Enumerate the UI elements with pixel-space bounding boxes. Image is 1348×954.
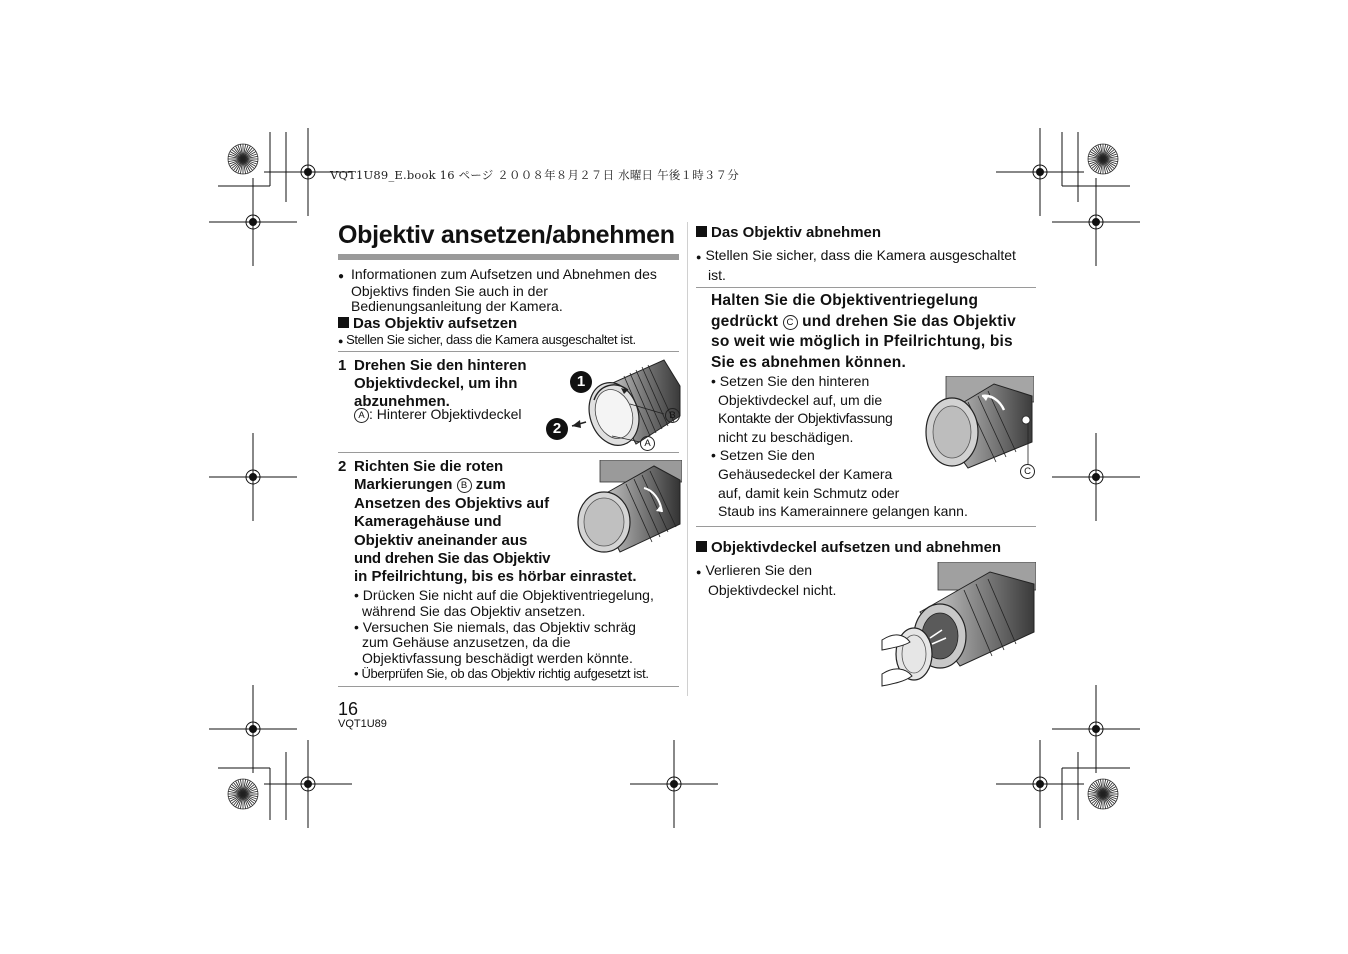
detach-note [696, 246, 1016, 284]
registration-mark-icon [264, 740, 352, 828]
cap-note [696, 561, 836, 599]
step-badge-1 [570, 371, 592, 393]
column-separator [687, 222, 688, 696]
step1-line: Drehen Sie den hinteren [354, 357, 527, 374]
divider [696, 526, 1036, 527]
registration-mark-icon [996, 740, 1084, 828]
attach-note [338, 332, 636, 349]
page-number: 16 [338, 699, 359, 719]
starburst-mark-icon [1088, 779, 1118, 809]
bullet-icon: ● [338, 271, 345, 282]
detach-heading-text: Das Objektiv abnehmen [711, 224, 882, 241]
cap-heading [696, 539, 1001, 556]
book-header: VQT1U89_E.book 16 ページ ２００８年８月２７日 水曜日 午後１時３７分 [330, 168, 740, 182]
attach-note-text: Stellen Sie sicher, dass die Kamera ausgeschaltet ist. [346, 332, 636, 347]
step2-note-line: während Sie das Objektiv ansetzen. [362, 602, 586, 619]
detach-heading [696, 224, 881, 241]
step-badge-2 [546, 418, 568, 440]
marker-c: C [1020, 464, 1035, 479]
step2-line-pre: Markierungen [354, 476, 457, 494]
registration-mark-icon [209, 178, 297, 266]
marker-a: A [354, 408, 369, 423]
starburst-mark-icon [228, 779, 258, 809]
starburst-mark-icon [1088, 144, 1118, 174]
detach-note-line: Stellen Sie sicher, dass die Kamera ausgeschaltet [705, 247, 1016, 263]
step-badge-label: 1 [576, 373, 586, 390]
bullet-icon: ● [338, 336, 344, 346]
square-bullet-icon [338, 317, 349, 328]
detach-note-line: • Setzen Sie den hinteren [711, 373, 870, 389]
instruction-line: Halten Sie die Objektiventriegelung [711, 292, 979, 309]
step1-line: abzunehmen. [354, 393, 450, 410]
lens-cap-illustration [880, 562, 1036, 690]
registration-mark-icon [209, 685, 297, 773]
page-title: Objektiv ansetzen/abnehmen [338, 221, 675, 249]
step2-line: in Pfeilrichtung, bis es hörbar einrastet. [354, 568, 637, 586]
instruction-line: so weit wie möglich in Pfeilrichtung, bis [711, 333, 1013, 350]
step2-line: Objektiv aneinander aus [354, 531, 528, 549]
registration-mark-icon [1052, 685, 1140, 773]
step2-note-line: Objektivfassung beschädigt werden könnte. [362, 650, 633, 667]
registration-mark-icon [1052, 433, 1140, 521]
detach-note-line: Kontakte der Objektivfassung [718, 410, 893, 427]
step-badge-label: 2 [552, 420, 562, 437]
divider [338, 452, 679, 453]
step1-line: Objektivdeckel, um ihn [354, 375, 518, 392]
step1-caption [354, 407, 522, 423]
intro-line-2: Objektivs finden Sie auch in der [351, 283, 548, 299]
cap-note-line: Verlieren Sie den [705, 562, 813, 578]
attach-heading [338, 315, 517, 332]
instruction-line: Sie es abnehmen können. [711, 353, 906, 371]
marker-b: B [665, 408, 680, 423]
step2-last-note: • Überprüfen Sie, ob das Objektiv richtig aufgesetzt ist. [354, 666, 649, 681]
registration-mark-icon [1052, 178, 1140, 266]
step2-note-line: • Drücken Sie nicht auf die Objektiventriegelung, [354, 587, 654, 603]
lens-detach-illustration [924, 376, 1034, 472]
cap-heading-text: Objektivdeckel aufsetzen und abnehmen [711, 539, 1002, 556]
registration-mark-icon [209, 433, 297, 521]
intro-line-1: Informationen zum Aufsetzen und Abnehmen des [351, 266, 657, 282]
detach-note-line: auf, damit kein Schmutz oder [718, 484, 900, 501]
bullet-icon: ● [696, 252, 702, 262]
marker-c: C [783, 315, 798, 330]
step-number: 2 [338, 458, 347, 475]
title-rule [338, 254, 679, 260]
step2-line: und drehen Sie das Objektiv [354, 550, 551, 568]
detach-note-line: Gehäusedeckel der Kamera [718, 465, 893, 482]
step2-note-line: zum Gehäuse anzusetzen, da die [362, 634, 571, 651]
instruction-line-post: und drehen Sie das Objektiv [797, 312, 1016, 330]
detach-note-line: nicht zu beschädigen. [718, 428, 854, 445]
step2-line: Richten Sie die roten [354, 458, 504, 475]
lens-rear-cap-illustration [544, 356, 682, 454]
instruction-line [711, 312, 1016, 333]
square-bullet-icon [696, 226, 707, 237]
instruction-line-pre: gedrückt [711, 312, 783, 330]
detach-note-line: Staub ins Kamerainnere gelangen kann. [718, 503, 968, 520]
bullet-icon: ● [696, 567, 702, 577]
step-number: 1 [338, 357, 347, 374]
divider [696, 287, 1036, 288]
divider [338, 351, 679, 352]
detach-note-line: • Setzen Sie den [711, 447, 815, 464]
step2-note-line: • Versuchen Sie niemals, das Objektiv schräg [354, 618, 636, 635]
detach-note-line: Objektivdeckel auf, um die [718, 391, 883, 408]
cap-note-line: Objektivdeckel nicht. [708, 582, 837, 598]
step2-line-post: zum [471, 476, 506, 494]
detach-instruction [711, 291, 1016, 373]
registration-mark-icon [630, 740, 718, 828]
step1-text [354, 357, 527, 411]
step2-line: Ansetzen des Objektivs auf [354, 494, 550, 512]
divider [338, 686, 679, 687]
square-bullet-icon [696, 541, 707, 552]
marker-b: B [457, 478, 472, 493]
step1-caption-text: : Hinterer Objektivdeckel [369, 406, 522, 422]
document-code: VQT1U89 [338, 718, 387, 730]
attach-heading-text: Das Objektiv aufsetzen [353, 315, 518, 332]
detach-note-line: ist. [708, 267, 726, 283]
step2-line: Kameragehäuse und [354, 513, 502, 531]
intro-line-3: Bedienungsanleitung der Kamera. [351, 298, 563, 314]
marker-a: A [640, 436, 655, 451]
registration-mark-icon [996, 128, 1084, 216]
starburst-mark-icon [228, 144, 258, 174]
lens-attach-illustration [574, 460, 682, 556]
intro-text [338, 267, 657, 314]
step2-notes [354, 588, 654, 667]
